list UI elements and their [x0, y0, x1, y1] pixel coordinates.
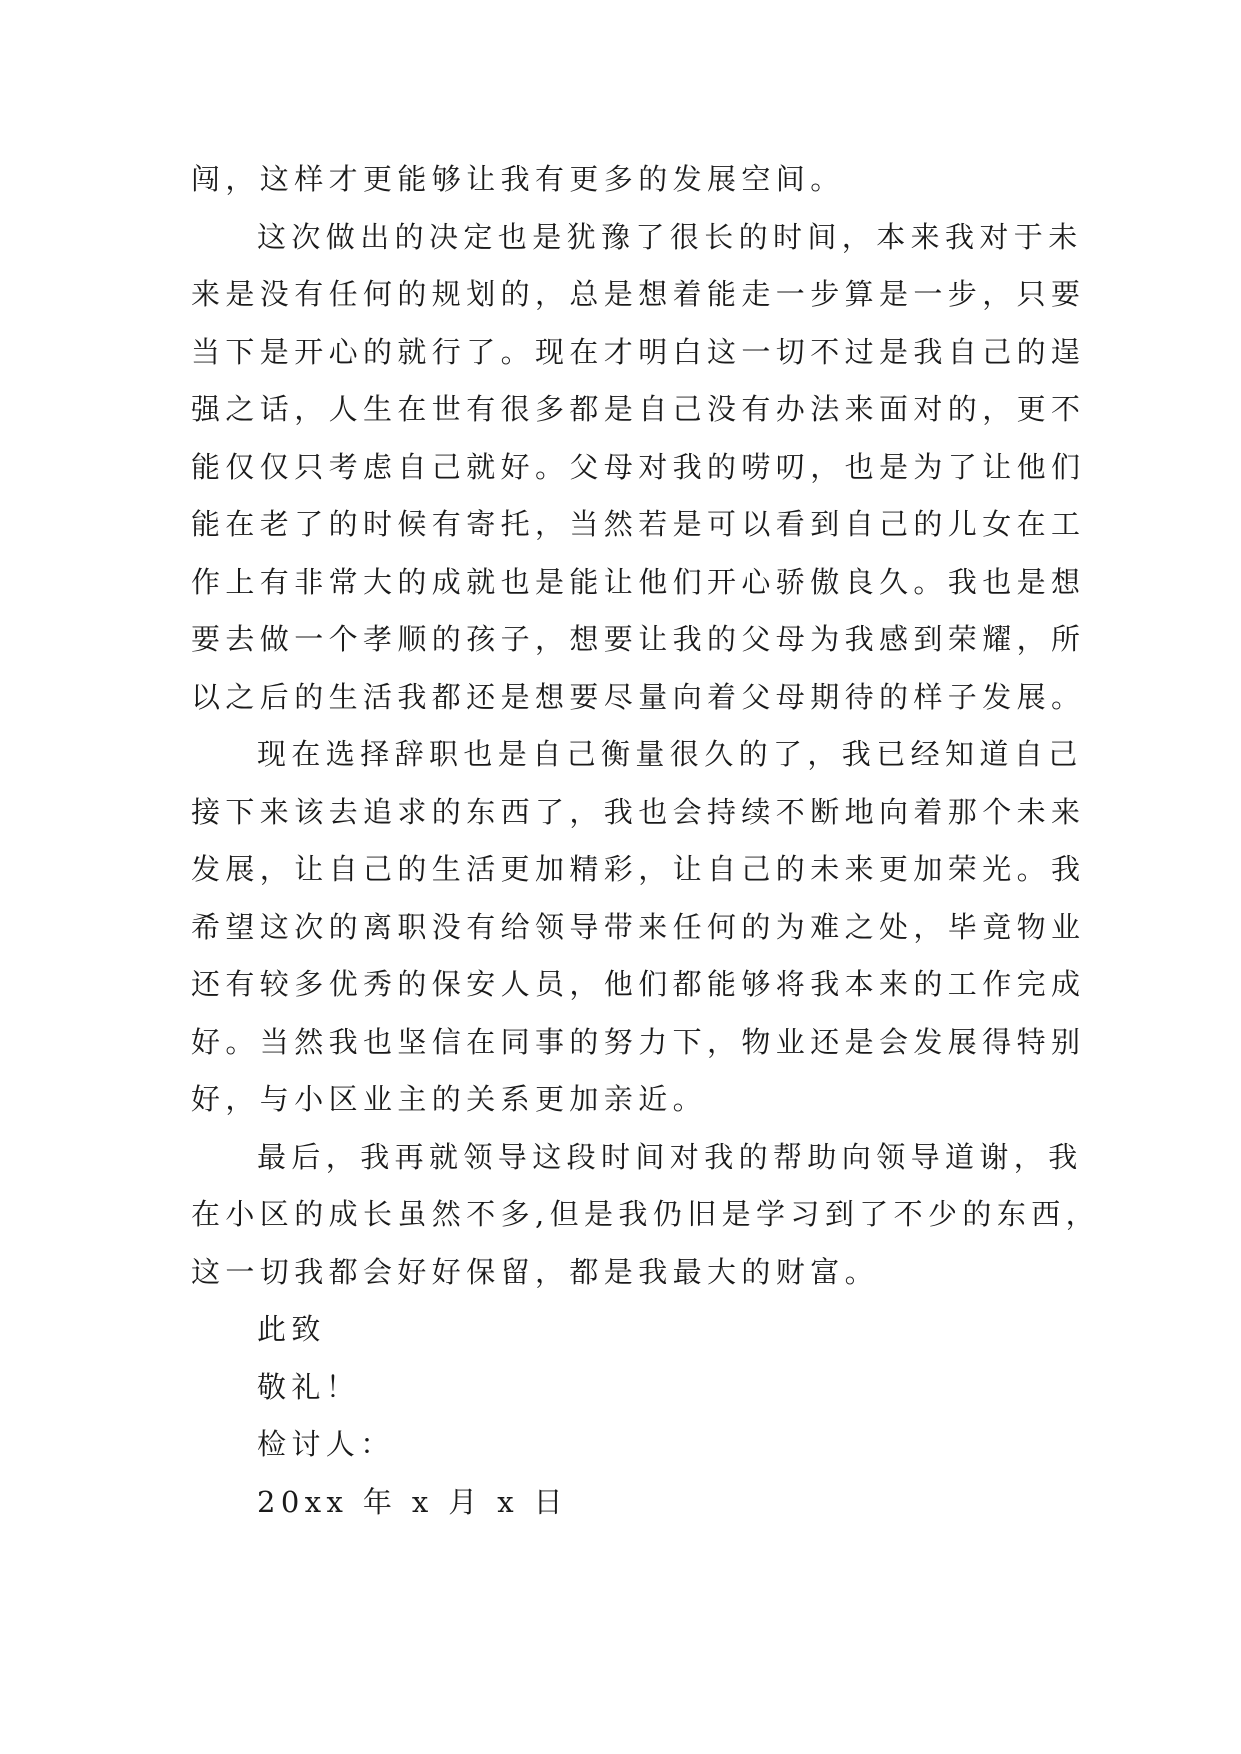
text-line-1: 闯，这样才更能够让我有更多的发展空间。 [191, 162, 845, 196]
text-line-17: 好，与小区业主的关系更加亲近。 [191, 1082, 708, 1116]
date-line: 20xx 年 x 月 x 日 [257, 1484, 569, 1519]
text-line-18: 最后，我再就领导这段时间对我的帮助向领导道谢，我 [257, 1139, 1083, 1174]
text-line-19: 在小区的成长虽然不多,但是我仍旧是学习到了不少的东西， [191, 1197, 1101, 1231]
text-line-11: 现在选择辞职也是自己衡量很久的了，我已经知道自己 [257, 737, 1083, 771]
text-line-5: 强之话，人生在世有很多都是自己没有办法来面对的，更不 [191, 392, 1086, 426]
closing-salutation: 此致 [257, 1312, 326, 1346]
text-line-15: 还有较多优秀的保安人员，他们都能够将我本来的工作完成 [191, 967, 1086, 1001]
text-line-6: 能仅仅只考虑自己就好。父母对我的唠叨，也是为了让他们 [191, 449, 1086, 484]
letter-body [191, 151, 1101, 1531]
text-line-3: 来是没有任何的规划的，总是想着能走一步算是一步，只要 [191, 277, 1086, 311]
text-line-12: 接下来该去追求的东西了，我也会持续不断地向着那个未来 [191, 794, 1086, 829]
text-line-8: 作上有非常大的成就也是能让他们开心骄傲良久。我也是想 [191, 564, 1086, 599]
text-line-10: 以之后的生活我都还是想要尽量向着父母期待的样子发展。 [191, 679, 1086, 714]
text-line-4: 当下是开心的就行了。现在才明白这一切不过是我自己的逞 [191, 334, 1086, 369]
signature-label: 检讨人： [257, 1427, 395, 1461]
text-line-20: 这一切我都会好好保留，都是我最大的财富。 [191, 1254, 880, 1289]
text-line-14: 希望这次的离职没有给领导带来任何的为难之处，毕竟物业 [191, 909, 1086, 944]
text-line-2: 这次做出的决定也是犹豫了很长的时间，本来我对于未 [257, 219, 1083, 254]
text-line-13: 发展，让自己的生活更加精彩，让自己的未来更加荣光。我 [191, 852, 1086, 886]
text-line-16: 好。当然我也坚信在同事的努力下，物业还是会发展得特别 [191, 1024, 1086, 1059]
text-line-7: 能在老了的时候有寄托，当然若是可以看到自己的儿女在工 [191, 507, 1086, 541]
text-line-9: 要去做一个孝顺的孩子，想要让我的父母为我感到荣耀，所 [191, 622, 1086, 656]
closing-regards: 敬礼！ [257, 1369, 361, 1404]
